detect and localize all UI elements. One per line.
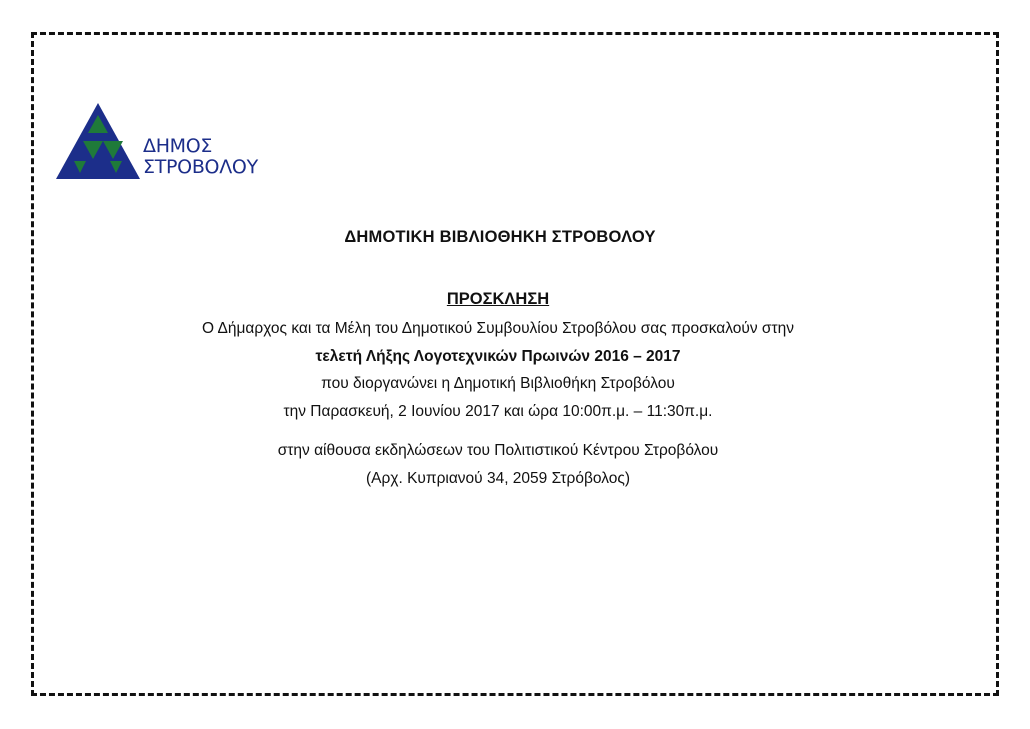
invitation-event-title: τελετή Λήξης Λογοτεχνικών Πρωινών 2016 – 2017 xyxy=(315,348,681,365)
triangle-logo-icon xyxy=(56,103,140,179)
invitation-venue: στην αίθουσα εκδηλώσεων του Πολιτιστικού Κέντρου Στροβόλου xyxy=(277,442,719,459)
invitation-date-time: την Παρασκευή, 2 Ιουνίου 2017 και ώρα 10:00π.μ. – 11:30π.μ. xyxy=(283,403,713,420)
logo-line-2: ΣΤΡΟΒΟΛΟΥ xyxy=(143,156,258,178)
invitation-line-3: που διοργανώνει η Δημοτική Βιβλιοθήκη Στροβόλου xyxy=(321,375,675,392)
library-title: ΔΗΜΟΤΙΚΗ ΒΙΒΛΙΟΘΗΚΗ ΣΤΡΟΒΟΛΟΥ xyxy=(344,228,656,246)
logo-line-1: ΔΗΜΟΣ xyxy=(143,135,213,157)
invitation-heading: ΠΡΟΣΚΛΗΣΗ xyxy=(446,290,550,308)
strovolos-municipality-logo xyxy=(56,103,266,181)
invitation-line-1: Ο Δήμαρχος και τα Μέλη του Δημοτικού Συμβουλίου Στροβόλου σας προσκαλούν στην xyxy=(202,320,794,337)
invitation-address: (Αρχ. Κυπριανού 34, 2059 Στρόβολος) xyxy=(366,470,630,487)
logo-wordmark xyxy=(143,136,258,178)
